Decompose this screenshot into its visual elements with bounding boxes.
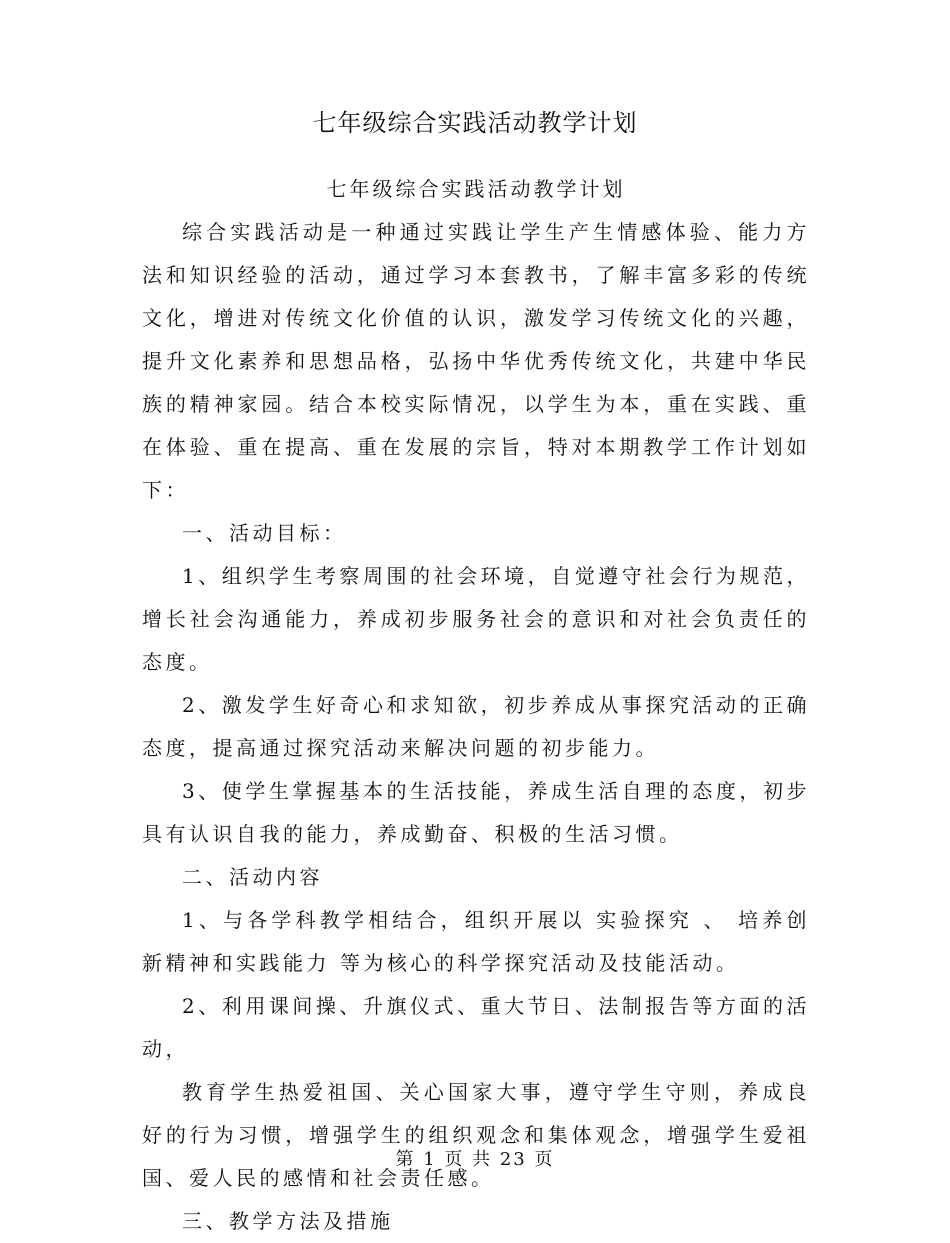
paragraph-goal-1: 1、组织学生考察周围的社会环境，自觉遵守社会行为规范，增长社会沟通能力，养成初步服务社会的意识和对社会负责任的态度。 <box>142 564 810 674</box>
paragraph-goal-3: 3、使学生掌握基本的生活技能，养成生活自理的态度，初步具有认识自我的能力，养成勤奋、积极的生活习惯。 <box>142 779 810 846</box>
page-number: 第 1 页 共 23 页 <box>395 1149 555 1170</box>
document-title: 七年级综合实践活动教学计划 <box>312 109 638 137</box>
paragraph-content-1: 1、与各学科教学相结合，组织开展以 实验探究 、 培养创新精神和实践能力 等为核心的科学探究活动及技能活动。 <box>142 908 810 975</box>
paragraph-goal-2: 2、激发学生好奇心和求知欲，初步养成从事探究活动的正确态度，提高通过探究活动来解决问题的初步能力。 <box>142 693 810 760</box>
heading-activity-content: 二、活动内容 <box>182 865 323 889</box>
document-body <box>142 168 810 1243</box>
document-subtitle: 七年级综合实践活动教学计划 <box>326 177 626 201</box>
paragraph-intro: 综合实践活动是一种通过实践让学生产生情感体验、能力方法和知识经验的活动，通过学习本套教书，了解丰富多彩的传统文化，增进对传统文化价值的认识，激发学习传统文化的兴趣，提升文化素养和思想品格，弘扬中华优秀传统文化，共建中华民族的精神家园。结合本校实际情况，以学生为本，重在实践、重在体验、重在提高、重在发展的宗旨，特对本期教学工作计划如下： <box>142 220 810 502</box>
paragraph-content-2: 2、利用课间操、升旗仪式、重大节日、法制报告等方面的活动， <box>142 994 810 1061</box>
heading-activity-goals: 一、活动目标： <box>182 521 347 545</box>
heading-teaching-methods: 三、教学方法及措施 <box>182 1209 394 1233</box>
paragraph-content-2-continued: 教育学生热爱祖国、关心国家大事，遵守学生守则，养成良好的行为习惯，增强学生的组织观念和集体观念，增强学生爱祖国、爱人民的感情和社会责任感。 <box>142 1080 810 1190</box>
